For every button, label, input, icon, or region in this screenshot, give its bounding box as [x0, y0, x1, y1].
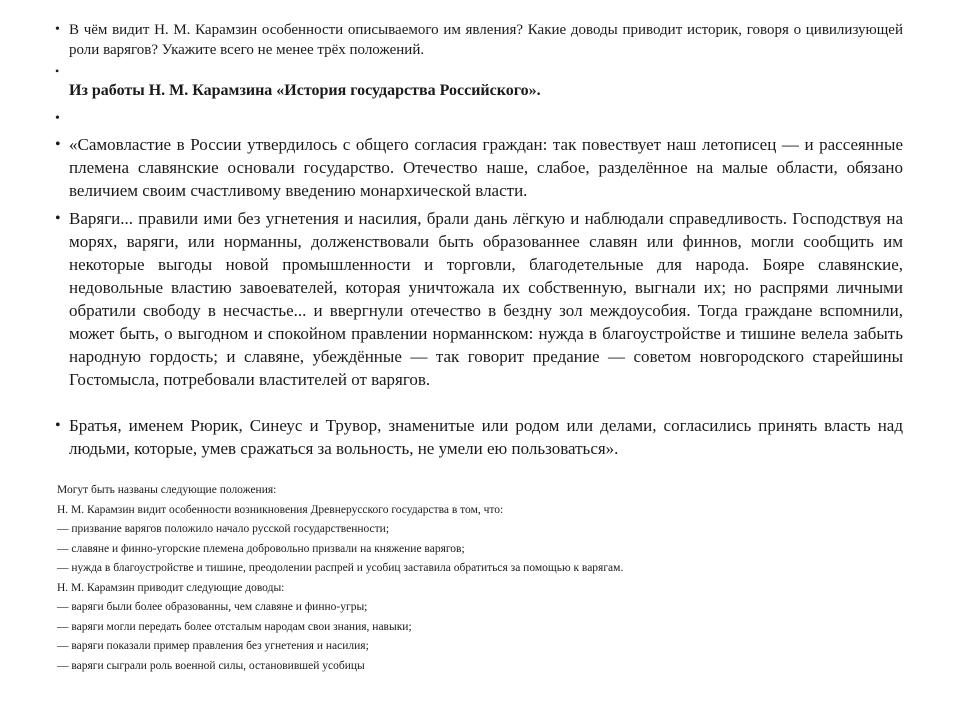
- answer-line: — варяги сыграли роль военной силы, остановившей усобицы: [57, 659, 365, 672]
- answer-line: — призвание варягов положило начало русской государственности;: [57, 523, 390, 535]
- answer-line: — варяги были более образованны, чем славяне и финно-угры;: [57, 601, 368, 613]
- question-text: В чём видит Н. М. Карамзин особенности описываемого им явления? Какие доводы приводит историк, говоря о цивилизующей роли варягов? Укажите всего не менее трёх положений.: [69, 22, 903, 58]
- answer-line: Н. М. Карамзин видит особенности возникновения Древнерусского государства в том, что:: [57, 503, 504, 516]
- quote-paragraph: [55, 133, 903, 202]
- answer-line: Н. М. Карамзин приводит следующие доводы:: [57, 581, 285, 594]
- bullet-marker: •: [55, 22, 60, 37]
- quote-paragraph-text: «Самовластие в России утвердилось с общего согласия граждан: так повествует наш летописец — и рассеянные племена славянские основали государство. Отечество наше, слабое, разделённое на малые области, обязано величием своим счастливому введению монархической власти.: [69, 135, 903, 200]
- answer-line: — варяги показали пример правления без угнетения и насилия;: [57, 640, 369, 652]
- bullet-marker: •: [55, 64, 60, 78]
- quote-paragraph-text: Варяги... правили ими без угнетения и насилия, брали дань лёгкую и наблюдали справедливость. Господствуя на морях, варяги, или норманны, долженствовали быть образованнее славян или финнов, могли сообщить им некоторые выгоды новой промышленности и торговли, благодетельные для народа. Бояре славянские, недовольные властию завоевателей, которая уничтожала их собственную, выгнали их; но распрями личными обратили свободу в несчастье... и ввергнули отечество в бездну зол междоусобия. Тогда граждане вспомнили, может быть, о выгодном и спокойном правлении норманнском: нужда в благоустройстве и тишине велела забыть народную гордость; и славяне, убеждённые — так говорит предание — советом новгородского старейшины Гостомысла, потребовали властителей от варягов.: [69, 209, 903, 389]
- answer-block: [57, 481, 917, 676]
- answer-line: — славяне и финно-угорские племена добровольно призвали на княжение варягов;: [57, 542, 465, 555]
- quote-paragraph-text: Братья, именем Рюрик, Синеус и Трувор, знаменитые или родом или делами, согласились принять власть над людьми, которые, умев сражаться за вольность, не умели ею пользоваться».: [69, 416, 903, 458]
- bullet-marker: •: [55, 210, 61, 227]
- source-heading-item: [55, 80, 903, 102]
- quote-paragraph: [55, 414, 903, 460]
- answer-line: — нужда в благоустройстве и тишине, преодолении распрей и усобиц заставила обратиться за помощью к варягам.: [57, 562, 624, 574]
- source-heading: Из работы Н. М. Карамзина «История государства Российского».: [69, 82, 541, 99]
- answer-line: Могут быть названы следующие положения:: [57, 484, 277, 496]
- question-item: [55, 20, 903, 60]
- bullet-marker: •: [55, 111, 60, 126]
- quote-paragraph: [55, 207, 903, 391]
- bullet-marker: •: [55, 417, 61, 434]
- answer-line: — варяги могли передать более отсталым народам свои знания, навыки;: [57, 620, 412, 633]
- bullet-marker: •: [55, 136, 61, 153]
